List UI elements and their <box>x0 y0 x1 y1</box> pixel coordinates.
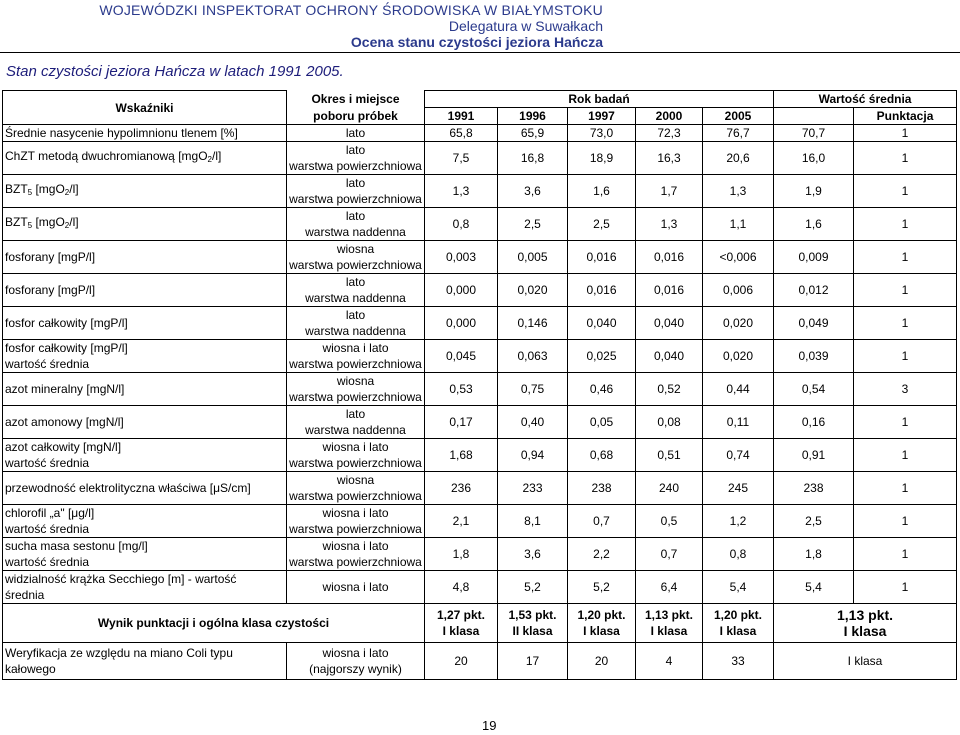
indicator-name: przewodność elektrolityczna właściwa [μS/cm] <box>3 472 287 505</box>
points-value: 1 <box>854 241 957 274</box>
col-header-year: 2000 <box>636 108 703 125</box>
coli-value: 33 <box>703 643 774 680</box>
year-value: 3,6 <box>498 175 568 208</box>
year-value: 0,016 <box>568 274 636 307</box>
year-value: 5,2 <box>498 571 568 604</box>
sampling-place: wiosna warstwa powierzchniowa <box>287 373 425 406</box>
table-row <box>3 472 957 505</box>
year-value: 0,016 <box>568 241 636 274</box>
points-value: 1 <box>854 472 957 505</box>
sampling-place: wiosna i lato <box>287 571 425 604</box>
mean-value: 5,4 <box>774 571 854 604</box>
year-value: 0,025 <box>568 340 636 373</box>
year-value: 0,75 <box>498 373 568 406</box>
table-row <box>3 406 957 439</box>
year-value: 0,146 <box>498 307 568 340</box>
indicator-name: chlorofil „a" [μg/l] wartość średnia <box>3 505 287 538</box>
year-value: 0,8 <box>703 538 774 571</box>
indicator-name: azot amonowy [mgN/l] <box>3 406 287 439</box>
year-value: 0,003 <box>425 241 498 274</box>
col-header-indicators: Wskaźniki <box>3 91 287 125</box>
col-header-years: Rok badań <box>425 91 774 108</box>
year-value: 0,05 <box>568 406 636 439</box>
col-header-blank <box>774 108 854 125</box>
year-value: 0,53 <box>425 373 498 406</box>
indicator-name: sucha masa sestonu [mg/l] wartość średnia <box>3 538 287 571</box>
year-value: 18,9 <box>568 142 636 175</box>
year-value: 0,016 <box>636 241 703 274</box>
year-value: 0,020 <box>703 340 774 373</box>
table-row <box>3 538 957 571</box>
col-header-mean: Wartość średnia <box>774 91 957 108</box>
sampling-place: wiosna i lato warstwa powierzchniowa <box>287 538 425 571</box>
year-value: 233 <box>498 472 568 505</box>
points-value: 1 <box>854 307 957 340</box>
table-row <box>3 241 957 274</box>
col-header-year: 1991 <box>425 108 498 125</box>
sampling-place: wiosna i lato warstwa powierzchniowa <box>287 505 425 538</box>
year-value: 65,8 <box>425 125 498 142</box>
mean-value: 0,16 <box>774 406 854 439</box>
sampling-place: lato warstwa powierzchniowa <box>287 142 425 175</box>
year-value: 2,2 <box>568 538 636 571</box>
col-header-year: 1997 <box>568 108 636 125</box>
header-delegation: Delegatura w Suwałkach <box>448 18 603 34</box>
coli-value: 17 <box>498 643 568 680</box>
indicator-name: azot mineralny [mgN/l] <box>3 373 287 406</box>
year-value: 0,063 <box>498 340 568 373</box>
year-value: 0,40 <box>498 406 568 439</box>
mean-value: 2,5 <box>774 505 854 538</box>
indicator-name: $BZT_5$ [mgO$_2$/l] <box>3 208 287 241</box>
points-value: 1 <box>854 142 957 175</box>
table-row <box>3 340 957 373</box>
year-value: <0,006 <box>703 241 774 274</box>
year-value: 6,4 <box>636 571 703 604</box>
table-row <box>3 274 957 307</box>
points-value: 3 <box>854 373 957 406</box>
mean-value: 0,54 <box>774 373 854 406</box>
year-value: 0,000 <box>425 274 498 307</box>
table-row <box>3 571 957 604</box>
year-value: 3,6 <box>498 538 568 571</box>
mean-value: 1,8 <box>774 538 854 571</box>
year-value: 1,3 <box>425 175 498 208</box>
coli-value: 4 <box>636 643 703 680</box>
year-value: 1,3 <box>703 175 774 208</box>
year-value: 0,11 <box>703 406 774 439</box>
sampling-place: lato warstwa naddenna <box>287 274 425 307</box>
year-value: 65,9 <box>498 125 568 142</box>
coli-place: wiosna i lato (najgorszy wynik) <box>287 643 425 680</box>
header-institution: WOJEWÓDZKI INSPEKTORAT OCHRONY ŚRODOWISKA W BIAŁYMSTOKU <box>99 2 603 18</box>
year-value: 0,020 <box>498 274 568 307</box>
col-header-points: Punktacja <box>854 108 957 125</box>
sampling-place: wiosna i lato warstwa powierzchniowa <box>287 439 425 472</box>
mean-value: 1,6 <box>774 208 854 241</box>
year-value: 0,44 <box>703 373 774 406</box>
water-quality-table <box>2 90 957 680</box>
mean-value: 238 <box>774 472 854 505</box>
year-value: 0,005 <box>498 241 568 274</box>
year-value: 5,4 <box>703 571 774 604</box>
sampling-place: wiosna warstwa powierzchniowa <box>287 241 425 274</box>
year-value: 0,52 <box>636 373 703 406</box>
result-cell: 1,20 pkt. I klasa <box>703 604 774 643</box>
year-value: 0,08 <box>636 406 703 439</box>
year-value: 0,7 <box>636 538 703 571</box>
year-value: 1,2 <box>703 505 774 538</box>
year-value: 72,3 <box>636 125 703 142</box>
result-cell: 1,53 pkt. II klasa <box>498 604 568 643</box>
mean-value: 0,91 <box>774 439 854 472</box>
year-value: 73,0 <box>568 125 636 142</box>
points-value: 1 <box>854 175 957 208</box>
year-value: 2,5 <box>568 208 636 241</box>
year-value: 0,51 <box>636 439 703 472</box>
coli-value: 20 <box>568 643 636 680</box>
page-subtitle: Stan czystości jeziora Hańcza w latach 1991 2005. <box>6 63 344 80</box>
mean-value: 0,012 <box>774 274 854 307</box>
year-value: 1,1 <box>703 208 774 241</box>
year-value: 1,6 <box>568 175 636 208</box>
points-value: 1 <box>854 340 957 373</box>
points-value: 1 <box>854 505 957 538</box>
indicator-name: widzialność krążka Secchiego [m] - wartość średnia <box>3 571 287 604</box>
points-value: 1 <box>854 571 957 604</box>
result-mean: 1,13 pkt. I klasa <box>774 604 957 643</box>
indicator-name: fosforany [mgP/l] <box>3 241 287 274</box>
col-header-place-2: poboru próbek <box>287 108 425 125</box>
col-header-year: 2005 <box>703 108 774 125</box>
sampling-place: wiosna i lato warstwa powierzchniowa <box>287 340 425 373</box>
header-report-title: Ocena stanu czystości jeziora Hańcza <box>350 34 603 50</box>
year-value: 0,7 <box>568 505 636 538</box>
year-value: 1,7 <box>636 175 703 208</box>
sampling-place: wiosna warstwa powierzchniowa <box>287 472 425 505</box>
year-value: 8,1 <box>498 505 568 538</box>
result-cell: 1,20 pkt. I klasa <box>568 604 636 643</box>
points-value: 1 <box>854 208 957 241</box>
year-value: 2,5 <box>498 208 568 241</box>
year-value: 0,040 <box>636 340 703 373</box>
mean-value: 0,039 <box>774 340 854 373</box>
result-cell: 1,13 pkt. I klasa <box>636 604 703 643</box>
indicator-name: azot całkowity [mgN/l] wartość średnia <box>3 439 287 472</box>
mean-value: 0,009 <box>774 241 854 274</box>
year-value: 0,68 <box>568 439 636 472</box>
year-value: 0,17 <box>425 406 498 439</box>
points-value: 1 <box>854 406 957 439</box>
indicator-name: Średnie nasycenie hypolimnionu tlenem [%] <box>3 125 287 142</box>
sampling-place: lato warstwa naddenna <box>287 208 425 241</box>
year-value: 0,000 <box>425 307 498 340</box>
result-cell: 1,27 pkt. I klasa <box>425 604 498 643</box>
mean-value: 0,049 <box>774 307 854 340</box>
year-value: 0,94 <box>498 439 568 472</box>
year-value: 240 <box>636 472 703 505</box>
indicator-name: fosfor całkowity [mgP/l] wartość średnia <box>3 340 287 373</box>
indicator-name: fosfor całkowity [mgP/l] <box>3 307 287 340</box>
coli-label: Weryfikacja ze względu na miano Coli typu kałowego <box>3 643 287 680</box>
year-value: 2,1 <box>425 505 498 538</box>
indicator-name: fosforany [mgP/l] <box>3 274 287 307</box>
year-value: 0,040 <box>636 307 703 340</box>
table-row <box>3 505 957 538</box>
points-value: 1 <box>854 439 957 472</box>
sampling-place: lato warstwa naddenna <box>287 307 425 340</box>
col-header-place-1: Okres i miejsce <box>287 91 425 108</box>
table-row <box>3 125 957 142</box>
points-value: 1 <box>854 538 957 571</box>
table-row <box>3 373 957 406</box>
year-value: 1,8 <box>425 538 498 571</box>
year-value: 5,2 <box>568 571 636 604</box>
year-value: 1,3 <box>636 208 703 241</box>
coli-mean: I klasa <box>774 643 957 680</box>
sampling-place: lato warstwa powierzchniowa <box>287 175 425 208</box>
table-row <box>3 439 957 472</box>
header-rule <box>0 52 960 53</box>
page-number: 19 <box>482 718 497 733</box>
col-header-year: 1996 <box>498 108 568 125</box>
year-value: 1,68 <box>425 439 498 472</box>
year-value: 0,006 <box>703 274 774 307</box>
year-value: 0,5 <box>636 505 703 538</box>
year-value: 0,045 <box>425 340 498 373</box>
year-value: 245 <box>703 472 774 505</box>
year-value: 0,8 <box>425 208 498 241</box>
mean-value: 1,9 <box>774 175 854 208</box>
year-value: 4,8 <box>425 571 498 604</box>
coli-value: 20 <box>425 643 498 680</box>
year-value: 236 <box>425 472 498 505</box>
year-value: 16,3 <box>636 142 703 175</box>
year-value: 0,040 <box>568 307 636 340</box>
year-value: 20,6 <box>703 142 774 175</box>
mean-value: 16,0 <box>774 142 854 175</box>
table-row <box>3 307 957 340</box>
mean-value: 70,7 <box>774 125 854 142</box>
year-value: 238 <box>568 472 636 505</box>
year-value: 0,74 <box>703 439 774 472</box>
sampling-place: lato <box>287 125 425 142</box>
year-value: 0,020 <box>703 307 774 340</box>
year-value: 16,8 <box>498 142 568 175</box>
table-row <box>3 175 957 208</box>
indicator-name: $BZT_5$ [mgO$_2$/l] <box>3 175 287 208</box>
sampling-place: lato warstwa naddenna <box>287 406 425 439</box>
year-value: 76,7 <box>703 125 774 142</box>
result-label: Wynik punktacji i ogólna klasa czystości <box>3 604 425 643</box>
year-value: 0,016 <box>636 274 703 307</box>
points-value: 1 <box>854 274 957 307</box>
points-value: 1 <box>854 125 957 142</box>
table-row <box>3 142 957 175</box>
table-row <box>3 208 957 241</box>
indicator-name: ChZT metodą dwuchromianową [mgO$_2$/l] <box>3 142 287 175</box>
year-value: 0,46 <box>568 373 636 406</box>
year-value: 7,5 <box>425 142 498 175</box>
